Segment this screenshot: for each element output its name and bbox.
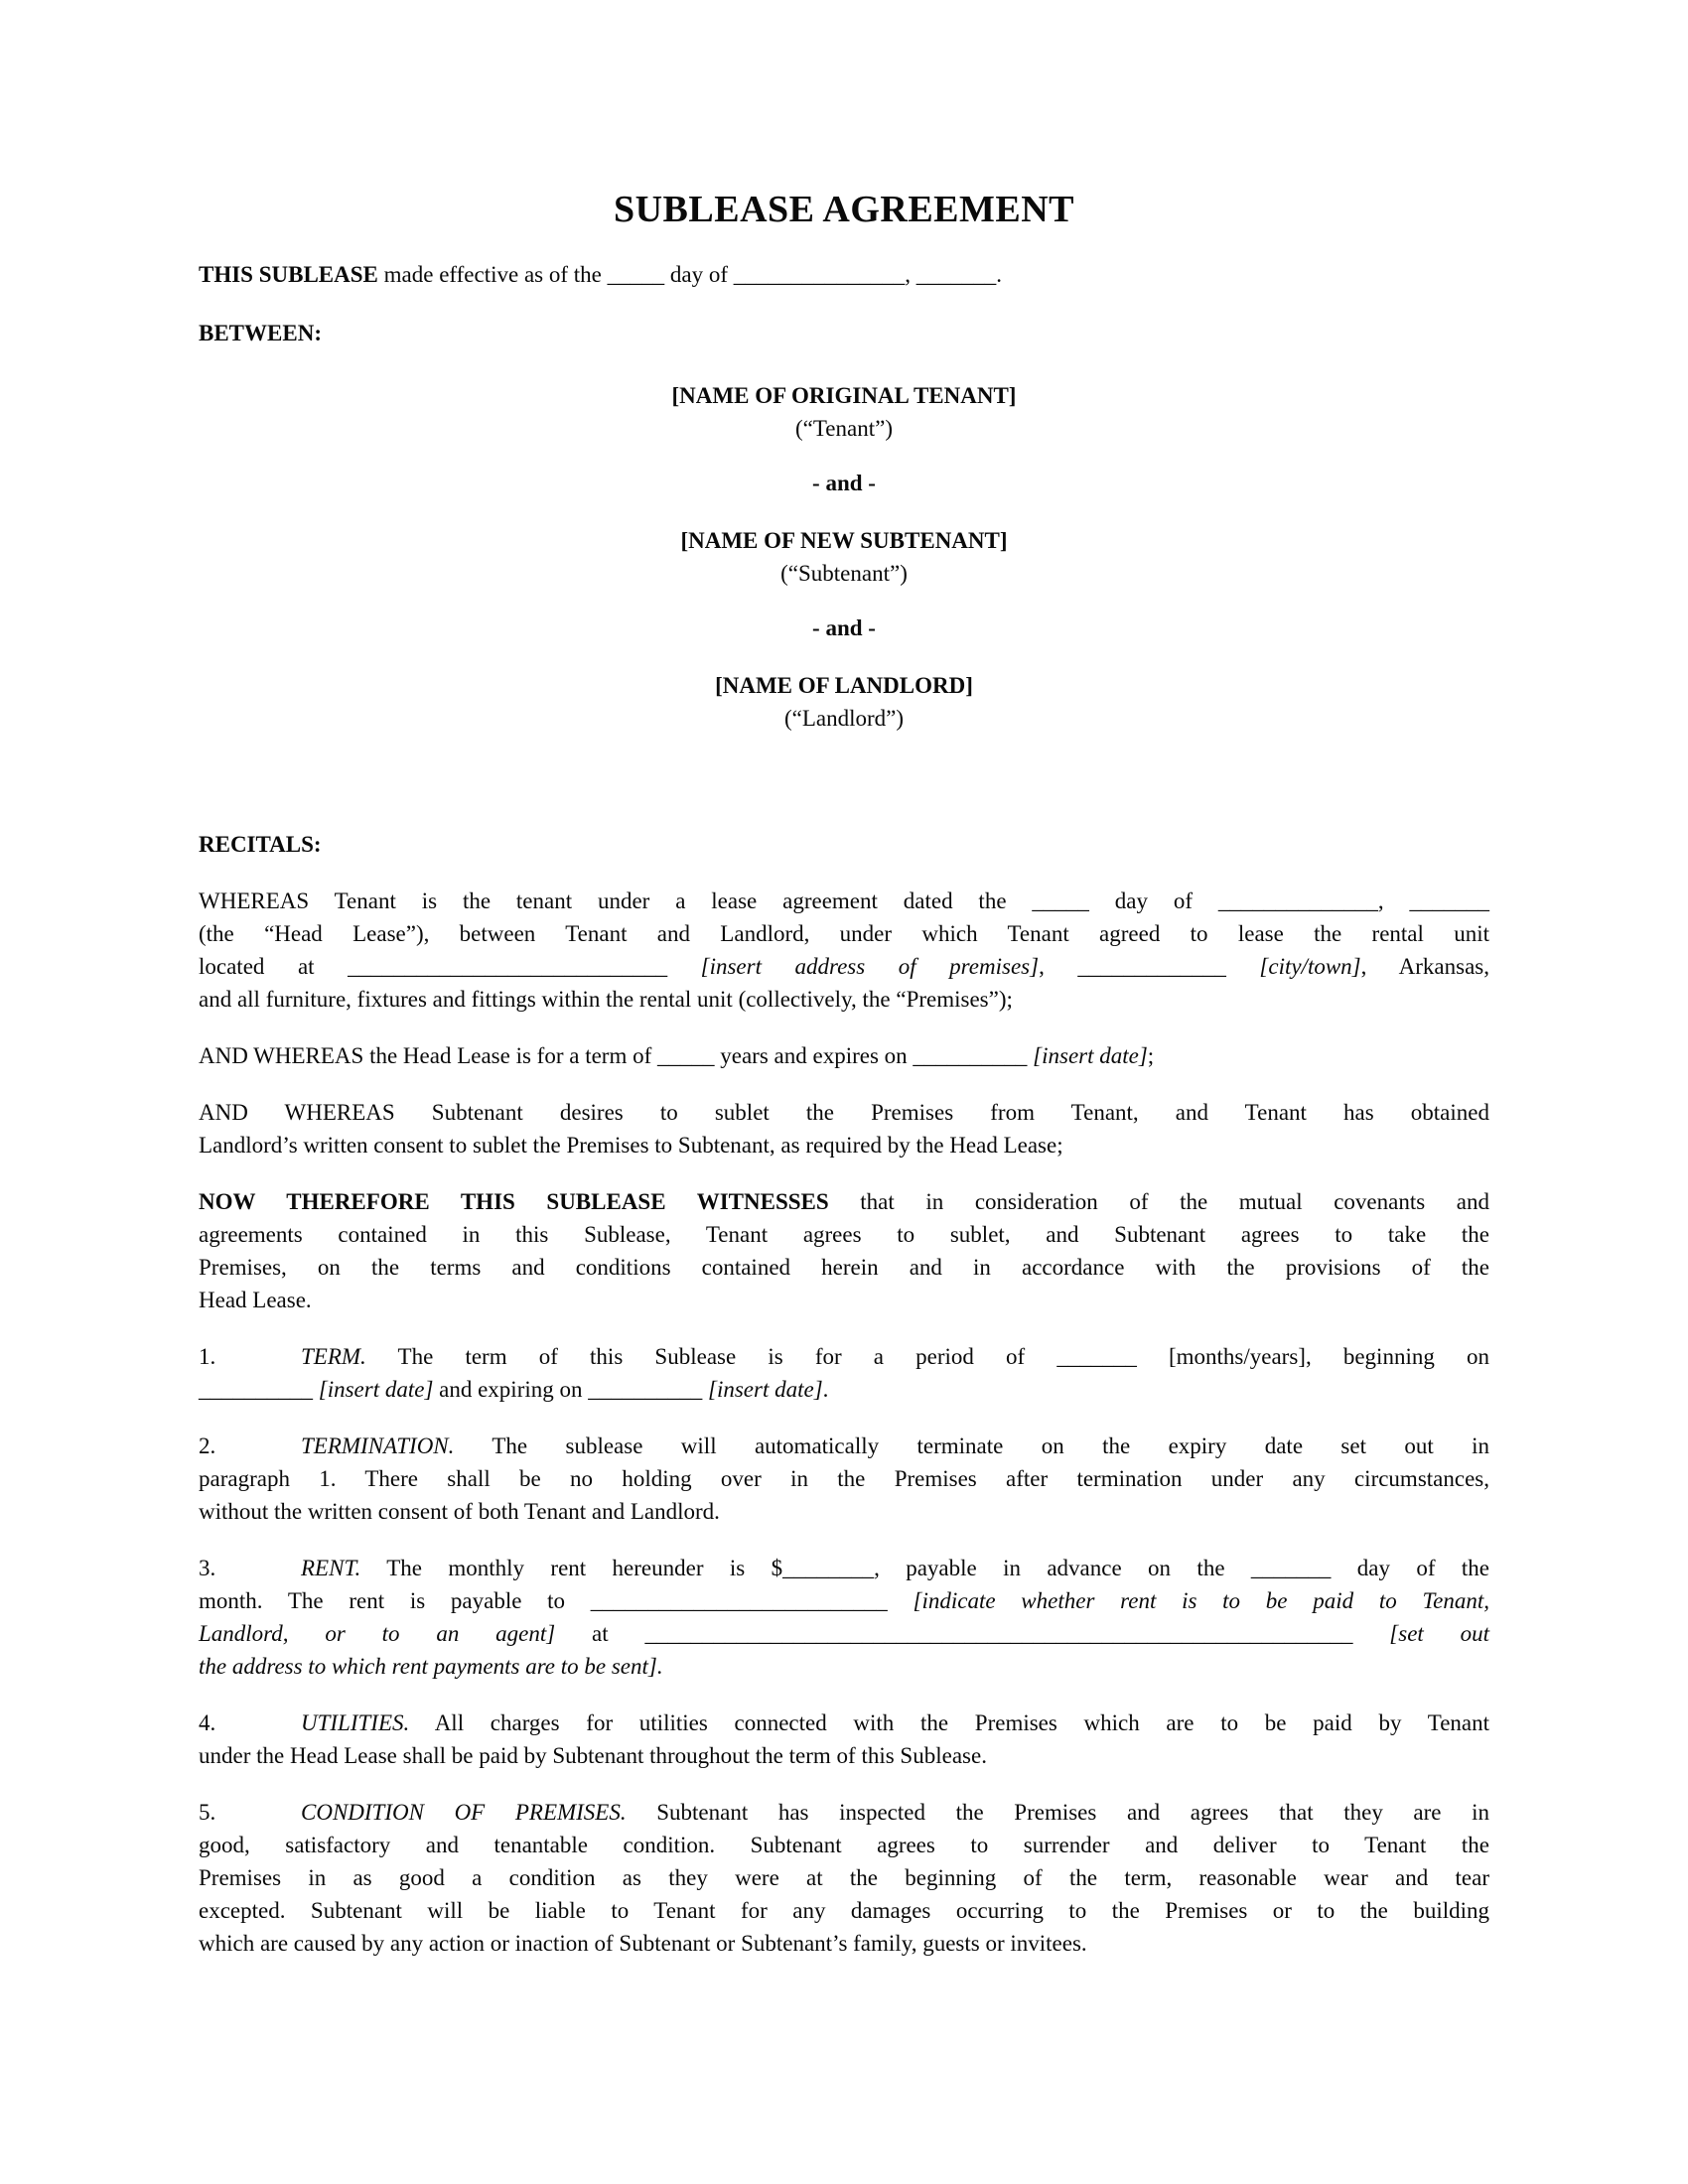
text-run: WHEREAS Tenant is the tenant under a lease agreement dated the _____ day of ______________, _______ [199, 888, 1489, 913]
recital-whereas-term [199, 1039, 1489, 1072]
text-line [199, 1650, 1489, 1683]
text-run: [insert address of premises] [700, 954, 1040, 979]
section-rent [199, 1552, 1489, 1683]
text-run: under the Head Lease shall be paid by Subtenant throughout the term of this Sublease. [199, 1743, 987, 1768]
text-run: The monthly rent hereunder is $________, payable in advance on the _______ day of the [360, 1556, 1489, 1580]
section-number: 2. [199, 1433, 216, 1458]
text-line [199, 1829, 1489, 1861]
text-line [199, 1796, 1489, 1829]
party-name: [NAME OF NEW SUBTENANT] [680, 528, 1008, 553]
party-name: [NAME OF ORIGINAL TENANT] [671, 383, 1017, 408]
text-run: Premises in as good a condition as they were at the beginning of the term, reasonable wear and tear [199, 1865, 1489, 1890]
document-title: SUBLEASE AGREEMENT [613, 189, 1075, 230]
between-label: BETWEEN: [199, 321, 322, 345]
text-run: paragraph 1. There shall be no holding over in the Premises after termination under any circumstances, [199, 1466, 1489, 1491]
text-run: AND WHEREAS the Head Lease is for a term of _____ years and expires on __________ [199, 1043, 1034, 1068]
text-run: Premises, on the terms and conditions contained herein and in accordance with the provisions of the [199, 1255, 1489, 1280]
text-line [199, 1894, 1489, 1927]
text-run: [set out [1389, 1621, 1490, 1646]
text-run: at ______________________________________________________________ [555, 1621, 1390, 1646]
text-line [199, 1373, 1489, 1406]
party-landlord [199, 669, 1489, 735]
text-run: UTILITIES. [301, 1710, 410, 1735]
text-run: made effective as of the _____ day of _______________, _______. [377, 262, 1002, 287]
text-run: __________ [199, 1377, 319, 1402]
text-line [199, 1495, 1489, 1528]
text-run: and expiring on __________ [433, 1377, 708, 1402]
text-line [199, 917, 1489, 950]
text-run: [indicate whether rent is to be paid to Tenant, [913, 1588, 1489, 1613]
section-number: 4. [199, 1710, 216, 1735]
recitals-label: RECITALS: [199, 832, 322, 857]
intro-paragraph [199, 258, 1489, 291]
text-line [199, 983, 1489, 1016]
text-line [199, 1340, 1489, 1373]
text-line [199, 258, 1489, 291]
text-line [199, 1462, 1489, 1495]
text-line [199, 885, 1489, 917]
text-run: Head Lease. [199, 1288, 312, 1312]
section-termination [199, 1430, 1489, 1528]
text-run: good, satisfactory and tenantable condition. Subtenant agrees to surrender and deliver to Tenant the [199, 1833, 1489, 1857]
recital-now-therefore [199, 1185, 1489, 1316]
text-run: and all furniture, fixtures and fittings within the rental unit (collectively, the “Premises”); [199, 987, 1013, 1012]
text-line [199, 1861, 1489, 1894]
text-line [199, 1218, 1489, 1251]
text-line [199, 1129, 1489, 1161]
text-run: Subtenant has inspected the Premises and agrees that they are in [626, 1800, 1490, 1825]
party-alias: (“Tenant”) [795, 416, 893, 441]
section-term [199, 1340, 1489, 1406]
text-line [199, 1927, 1489, 1960]
text-line [199, 1739, 1489, 1772]
text-run: . [822, 1377, 829, 1402]
text-run: , _____________ [1039, 954, 1260, 979]
text-line [199, 1185, 1489, 1218]
recital-whereas-lease [199, 885, 1489, 1016]
text-run: [insert date] [708, 1377, 823, 1402]
and-separator: - and - [812, 615, 876, 640]
text-run: NOW THEREFORE THIS SUBLEASE WITNESSES [199, 1189, 829, 1214]
text-run: agreements contained in this Sublease, Tenant agrees to sublet, and Subtenant agrees to take the [199, 1222, 1489, 1247]
text-run: AND WHEREAS Subtenant desires to sublet the Premises from Tenant, and Tenant has obtained [199, 1100, 1489, 1125]
text-run: TERMINATION. [301, 1433, 455, 1458]
parties-block [199, 379, 1489, 735]
text-run: [insert date] [1033, 1043, 1148, 1068]
party-alias: (“Landlord”) [783, 706, 905, 731]
text-run: The sublease will automatically terminate on the expiry date set out in [454, 1433, 1489, 1458]
section-number: 5. [199, 1800, 216, 1825]
text-run: THIS SUBLEASE [199, 262, 378, 287]
text-run: , Arkansas, [1360, 954, 1489, 979]
party-name: [NAME OF LANDLORD] [715, 673, 973, 698]
text-run: located at ____________________________ [199, 954, 701, 979]
text-line [199, 1039, 1489, 1072]
party-original-tenant [199, 379, 1489, 445]
text-line [199, 1096, 1489, 1129]
recital-whereas-consent [199, 1096, 1489, 1161]
text-run: Landlord’s written consent to sublet the Premises to Subtenant, as required by the Head Lease; [199, 1133, 1063, 1158]
section-number: 1. [199, 1344, 216, 1369]
and-separator: - and - [812, 471, 876, 495]
section-utilities [199, 1706, 1489, 1772]
text-run: that in consideration of the mutual covenants and [828, 1189, 1489, 1214]
text-run: All charges for utilities connected with the Premises which are to be paid by Tenant [409, 1710, 1489, 1735]
text-line [199, 1584, 1489, 1617]
text-line [199, 950, 1489, 983]
text-line [199, 1706, 1489, 1739]
party-alias: (“Subtenant”) [780, 561, 908, 586]
text-line [199, 1552, 1489, 1584]
text-run: which are caused by any action or inaction of Subtenant or Subtenant’s family, guests or invitees. [199, 1931, 1087, 1956]
section-number: 3. [199, 1556, 216, 1580]
text-run: RENT. [301, 1556, 361, 1580]
text-line [199, 1617, 1489, 1650]
text-line [199, 1284, 1489, 1316]
text-line [199, 1251, 1489, 1284]
text-run: [insert date] [318, 1377, 434, 1402]
text-run: the address to which rent payments are to be sent]. [199, 1654, 663, 1679]
text-run: Landlord, or to an agent] [199, 1621, 556, 1646]
text-run: without the written consent of both Tenant and Landlord. [199, 1499, 720, 1524]
text-run: [city/town] [1259, 954, 1361, 979]
text-run: TERM. [301, 1344, 366, 1369]
section-condition-of-premises [199, 1796, 1489, 1960]
text-run: month. The rent is payable to __________________________ [199, 1588, 914, 1613]
text-run: CONDITION OF PREMISES. [301, 1800, 627, 1825]
text-run: ; [1147, 1043, 1155, 1068]
text-run: excepted. Subtenant will be liable to Tenant for any damages occurring to the Premises or to the building [199, 1898, 1489, 1923]
text-run: (the “Head Lease”), between Tenant and Landlord, under which Tenant agreed to lease the rental unit [199, 921, 1489, 946]
text-line [199, 1430, 1489, 1462]
party-new-subtenant [199, 524, 1489, 590]
text-run: The term of this Sublease is for a period of _______ [months/years], beginning on [365, 1344, 1489, 1369]
